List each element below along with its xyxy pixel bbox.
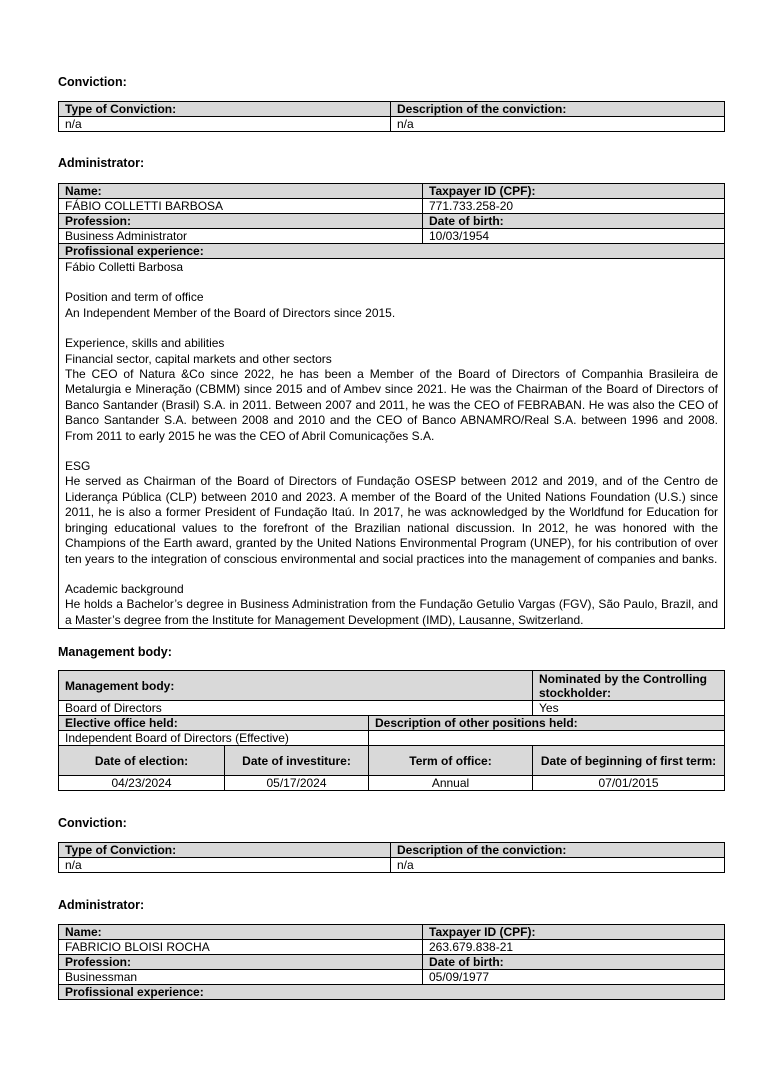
conviction-section-title: Conviction:	[58, 75, 127, 89]
elective-office-header: Elective office held:	[59, 716, 369, 731]
conviction-description-header-2: Description of the conviction:	[391, 843, 725, 858]
experience-header: Profissional experience:	[59, 244, 725, 259]
experience-header-2: Profissional experience:	[59, 985, 725, 1000]
nominated-value: Yes	[533, 701, 725, 716]
experience-body	[59, 259, 725, 629]
administrator-profession: Business Administrator	[59, 229, 423, 244]
management-body-value: Board of Directors	[59, 701, 533, 716]
career-paragraph: The CEO of Natura &Co since 2022, he has been a Member of the Board of Directors of Companhia Brasileira de Metalurgia e Mineração (CBMM) since 2015 and of Ambev since 2021. He was the Chairman of the Board of Directors of Banco Santander (Brasil) S.A. in 2011. Between 2007 and 2011, he was the CEO of FEBRABAN. He was also the CEO of Banco Santander S.A. between 2008 and 2010 and the CEO of Banco ABNAMRO/Real S.A. between 1996 and 2008. From 2011 to early 2015 he was the CEO of Abril Comunicações S.A.	[65, 367, 718, 443]
conviction-type-value: n/a	[59, 117, 391, 132]
term-of-office-value: Annual	[369, 776, 533, 791]
conviction-description-value-2: n/a	[391, 858, 725, 873]
conviction-section-title-2: Conviction:	[58, 816, 127, 830]
election-date-value: 04/23/2024	[59, 776, 225, 791]
conviction-description-header: Description of the conviction:	[391, 102, 725, 117]
academic-paragraph: He holds a Bachelor’s degree in Business Administration from the Fundação Getulio Vargas (FGV), São Paulo, Brazil, and a Master’s degree from the Institute for Management Development (IMD), Lausanne, Switzerland.	[65, 597, 718, 627]
conviction-table	[58, 101, 725, 132]
administrator-name: FÁBIO COLLETTI BARBOSA	[59, 199, 423, 214]
experience-name-line: Fábio Colletti Barbosa	[65, 260, 184, 274]
nominated-header: Nominated by the Controlling stockholder:	[533, 671, 725, 701]
administrator-profession-2: Businessman	[59, 970, 423, 985]
experience-heading: Experience, skills and abilities	[65, 336, 225, 351]
administrator-date-of-birth-2: 05/09/1977	[423, 970, 725, 985]
position-heading: Position and term of office	[65, 290, 204, 305]
name-header: Name:	[59, 184, 423, 199]
management-section-title: Management body:	[58, 645, 172, 659]
administrator-section-title-2: Administrator:	[58, 898, 145, 912]
management-body-header: Management body:	[59, 671, 533, 701]
first-term-date-header: Date of beginning of first term:	[533, 746, 725, 776]
conviction-type-header-2: Type of Conviction:	[59, 843, 391, 858]
academic-heading: Academic background	[65, 581, 184, 596]
term-of-office-header: Term of office:	[369, 746, 533, 776]
cpf-header: Taxpayer ID (CPF):	[423, 184, 725, 199]
elective-office-value: Independent Board of Directors (Effective)	[59, 731, 369, 746]
conviction-description-value: n/a	[391, 117, 725, 132]
administrator-table	[58, 183, 725, 629]
esg-heading: ESG	[65, 459, 91, 474]
conviction-table-2	[58, 842, 725, 873]
conviction-type-value-2: n/a	[59, 858, 391, 873]
position-text: An Independent Member of the Board of Directors since 2015.	[65, 305, 396, 320]
sectors-text: Financial sector, capital markets and other sectors	[65, 351, 332, 366]
administrator-date-of-birth: 10/03/1954	[423, 229, 725, 244]
profession-header: Profession:	[59, 214, 423, 229]
profession-header-2: Profession:	[59, 955, 423, 970]
cpf-header-2: Taxpayer ID (CPF):	[423, 925, 725, 940]
esg-paragraph: He served as Chairman of the Board of Directors of Fundação OSESP between 2012 and 2019, and of the Centro de Liderança Pública (CLP) between 2010 and 2023. A member of the Board of the United Nations Foundation (U.S.) since 2011, he is also a former President of Fundação Itaú. In 2017, he was acknowledged by the Worldfund for Education for bringing educational values to the forefront of the Brazilian national discussion. In 2012, he was honored with the Champions of the Earth award, granted by the United Nations Environmental Program (UNEP), for his contribution of over ten years to the integration of conscious environmental and social practices into the management of companies and banks.	[65, 474, 718, 566]
date-of-birth-header: Date of birth:	[423, 214, 725, 229]
administrator-section-title: Administrator:	[58, 156, 145, 170]
first-term-date-value: 07/01/2015	[533, 776, 725, 791]
date-of-birth-header-2: Date of birth:	[423, 955, 725, 970]
administrator-cpf-2: 263.679.838-21	[423, 940, 725, 955]
investiture-date-value: 05/17/2024	[225, 776, 369, 791]
management-table	[58, 670, 725, 791]
administrator-table-2	[58, 924, 725, 1000]
election-date-header: Date of election:	[59, 746, 225, 776]
other-positions-value	[369, 731, 725, 746]
investiture-date-header: Date of investiture:	[225, 746, 369, 776]
conviction-type-header: Type of Conviction:	[59, 102, 391, 117]
administrator-cpf: 771.733.258-20	[423, 199, 725, 214]
name-header-2: Name:	[59, 925, 423, 940]
other-positions-header: Description of other positions held:	[369, 716, 725, 731]
administrator-name-2: FABRICIO BLOISI ROCHA	[59, 940, 423, 955]
